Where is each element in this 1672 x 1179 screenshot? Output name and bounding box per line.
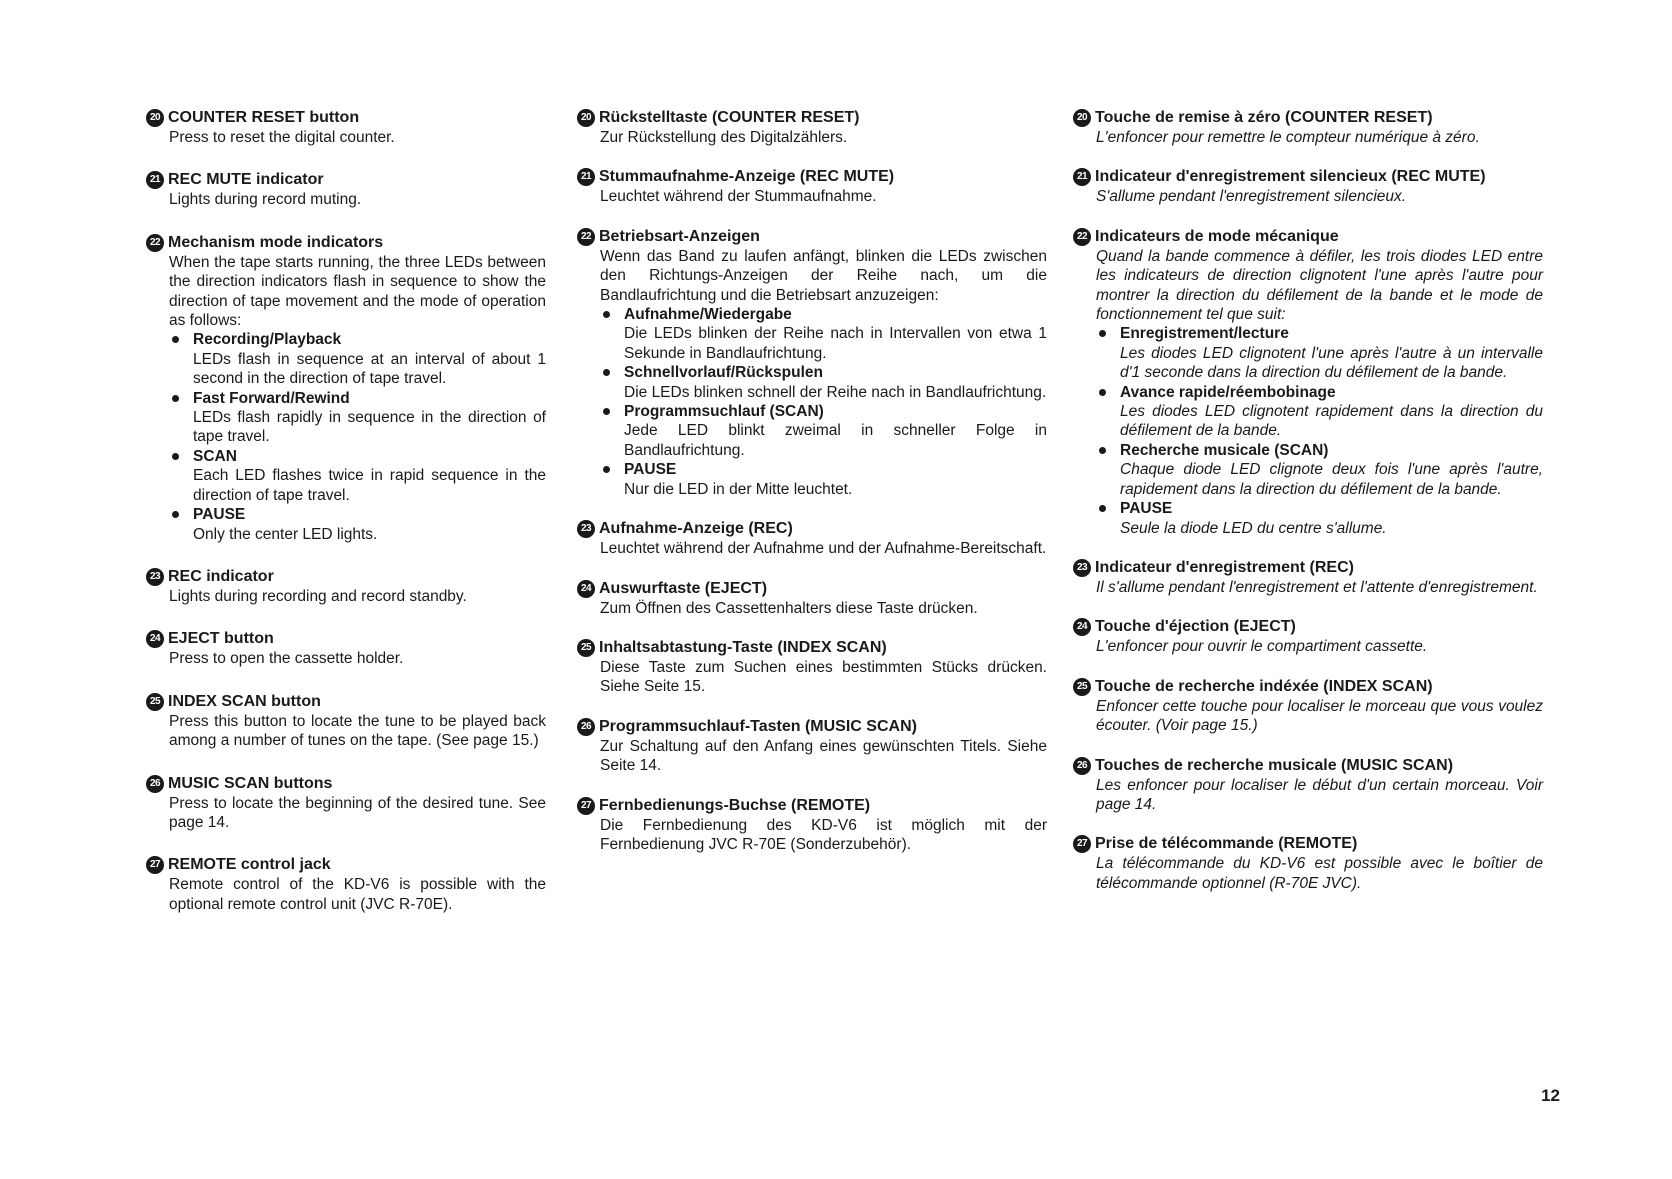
feature-title: EJECT button bbox=[168, 630, 274, 648]
feature-body bbox=[600, 816, 1047, 855]
item-number-badge: 20 bbox=[577, 109, 595, 127]
feature-item-20 bbox=[146, 108, 546, 147]
mode-title: PAUSE bbox=[193, 506, 246, 524]
mode-list-item bbox=[169, 505, 546, 544]
feature-heading bbox=[577, 108, 1047, 128]
mode-description: Chaque diode LED clignote deux fois l'une après l'autre, rapidement dans la direction du défilement de la bande. bbox=[1120, 461, 1543, 498]
feature-description: Leuchtet während der Aufnahme und der Aufnahme-Bereitschaft. bbox=[600, 540, 1047, 558]
item-number-badge: 26 bbox=[1073, 757, 1091, 775]
feature-heading bbox=[1073, 108, 1543, 128]
item-number-badge: 24 bbox=[577, 580, 595, 598]
item-number-badge: 21 bbox=[1073, 168, 1091, 186]
feature-body bbox=[169, 875, 546, 914]
item-number-badge: 27 bbox=[1073, 835, 1091, 853]
feature-body bbox=[169, 712, 546, 751]
item-number-badge: 23 bbox=[1073, 559, 1091, 577]
feature-heading bbox=[1073, 677, 1543, 697]
mode-list-item bbox=[1096, 499, 1543, 538]
mode-list-item bbox=[169, 389, 546, 447]
feature-body bbox=[169, 128, 546, 147]
feature-item-22 bbox=[146, 233, 546, 544]
item-number-badge: 24 bbox=[1073, 618, 1091, 636]
feature-heading bbox=[577, 638, 1047, 658]
feature-body bbox=[169, 794, 546, 833]
item-number-badge: 25 bbox=[577, 639, 595, 657]
feature-item-27 bbox=[1073, 834, 1543, 893]
mode-description: Les diodes LED clignotent rapidement dans la direction du défilement de la bande. bbox=[1120, 403, 1543, 440]
feature-title: Inhaltsabtastung-Taste (INDEX SCAN) bbox=[599, 638, 887, 656]
feature-heading bbox=[1073, 617, 1543, 637]
feature-description: Il s'allume pendant l'enregistrement et l'attente d'enregistrement. bbox=[1096, 578, 1538, 596]
mode-list-item bbox=[169, 330, 546, 388]
feature-body bbox=[600, 247, 1047, 499]
item-number-badge: 27 bbox=[577, 797, 595, 815]
feature-heading bbox=[146, 692, 546, 712]
feature-title: Touche d'éjection (EJECT) bbox=[1095, 618, 1296, 636]
feature-title: INDEX SCAN button bbox=[168, 692, 321, 710]
feature-title: Betriebsart-Anzeigen bbox=[599, 227, 760, 245]
mode-title: Avance rapide/réembobinage bbox=[1120, 383, 1336, 401]
feature-description: When the tape starts running, the three LEDs between the direction indicators flash in sequence to show the direction of tape movement and the mode of operation as follows: bbox=[169, 253, 546, 330]
feature-item-26 bbox=[577, 717, 1047, 776]
feature-title: Auswurftaste (EJECT) bbox=[599, 579, 768, 597]
mode-list-item bbox=[1096, 324, 1543, 382]
feature-description: Quand la bande commence à défiler, les trois diodes LED entre les indicateurs de direction clignotent l'une après l'autre pour montrer la direction du défilement de la bande et le mode de fonctionnement tel que suit: bbox=[1096, 247, 1543, 324]
feature-heading bbox=[146, 108, 546, 128]
feature-title: Indicateur d'enregistrement (REC) bbox=[1095, 558, 1354, 576]
feature-description: Leuchtet während der Stummaufnahme. bbox=[600, 188, 877, 206]
mode-title: Recherche musicale (SCAN) bbox=[1120, 441, 1329, 459]
item-number-badge: 23 bbox=[577, 520, 595, 538]
feature-item-24 bbox=[1073, 617, 1543, 656]
mode-title: PAUSE bbox=[624, 461, 677, 479]
item-number-badge: 20 bbox=[1073, 109, 1091, 127]
feature-description: Lights during recording and record standby. bbox=[169, 587, 467, 605]
feature-body bbox=[1096, 854, 1543, 893]
mode-list bbox=[600, 305, 1047, 499]
feature-description: Press to open the cassette holder. bbox=[169, 650, 404, 668]
item-number-badge: 25 bbox=[1073, 678, 1091, 696]
feature-item-21 bbox=[146, 170, 546, 209]
feature-title: MUSIC SCAN buttons bbox=[168, 774, 333, 792]
mode-title: Programmsuchlauf (SCAN) bbox=[624, 403, 824, 421]
feature-body bbox=[169, 649, 546, 668]
feature-title: Fernbedienungs-Buchse (REMOTE) bbox=[599, 796, 871, 814]
mode-title: PAUSE bbox=[1120, 500, 1173, 518]
feature-title: REC indicator bbox=[168, 567, 274, 585]
mode-description: LEDs flash in sequence at an interval of about 1 second in the direction of tape travel. bbox=[193, 350, 546, 388]
item-number-badge: 20 bbox=[146, 109, 164, 127]
mode-description: Nur die LED in der Mitte leuchtet. bbox=[624, 480, 853, 498]
feature-body bbox=[169, 253, 546, 544]
page-number: 12 bbox=[1541, 1086, 1560, 1105]
feature-title: COUNTER RESET button bbox=[168, 109, 360, 126]
feature-heading bbox=[1073, 756, 1543, 776]
feature-heading bbox=[577, 796, 1047, 816]
feature-item-23 bbox=[146, 567, 546, 606]
feature-item-22 bbox=[577, 227, 1047, 499]
mode-list bbox=[169, 330, 546, 543]
mode-list-item bbox=[169, 447, 546, 505]
feature-description: Press to reset the digital counter. bbox=[169, 129, 395, 146]
feature-item-24 bbox=[146, 629, 546, 668]
feature-item-20 bbox=[577, 108, 1047, 147]
item-number-badge: 21 bbox=[577, 168, 595, 186]
mode-list-item bbox=[600, 363, 1047, 402]
feature-body bbox=[1096, 776, 1543, 815]
feature-body bbox=[600, 599, 1047, 618]
feature-item-20 bbox=[1073, 108, 1543, 147]
feature-item-25 bbox=[577, 638, 1047, 697]
feature-heading bbox=[1073, 558, 1543, 578]
feature-heading bbox=[146, 567, 546, 587]
feature-description: L'enfoncer pour ouvrir le compartiment cassette. bbox=[1096, 638, 1428, 656]
feature-description: Press to locate the beginning of the desired tune. See page 14. bbox=[169, 794, 546, 831]
item-number-badge: 22 bbox=[146, 234, 164, 252]
feature-item-22 bbox=[1073, 227, 1543, 538]
feature-title: Stummaufnahme-Anzeige (REC MUTE) bbox=[599, 168, 895, 186]
feature-title: Rückstelltaste (COUNTER RESET) bbox=[599, 109, 860, 126]
feature-title: Touches de recherche musicale (MUSIC SCAN) bbox=[1095, 756, 1454, 774]
mode-title: Schnellvorlauf/Rückspulen bbox=[624, 364, 823, 382]
feature-title: Indicateurs de mode mécanique bbox=[1095, 227, 1339, 245]
feature-item-24 bbox=[577, 579, 1047, 618]
mode-title: Recording/Playback bbox=[193, 331, 342, 349]
feature-heading bbox=[577, 227, 1047, 247]
feature-item-21 bbox=[577, 167, 1047, 206]
column-french bbox=[1073, 108, 1543, 913]
feature-body bbox=[1096, 247, 1543, 538]
feature-item-25 bbox=[146, 692, 546, 751]
feature-title: REC MUTE indicator bbox=[168, 171, 324, 189]
feature-body bbox=[1096, 187, 1543, 206]
feature-description: S'allume pendant l'enregistrement silencieux. bbox=[1096, 188, 1407, 206]
item-number-badge: 27 bbox=[146, 856, 164, 874]
feature-title: Touche de remise à zéro (COUNTER RESET) bbox=[1095, 109, 1433, 126]
mode-title: Aufnahme/Wiedergabe bbox=[624, 306, 792, 324]
item-number-badge: 26 bbox=[146, 775, 164, 793]
feature-body bbox=[600, 539, 1047, 558]
feature-heading bbox=[1073, 167, 1543, 187]
feature-title: Aufnahme-Anzeige (REC) bbox=[599, 520, 793, 538]
mode-description: LEDs flash rapidly in sequence in the direction of tape travel. bbox=[193, 409, 546, 446]
mode-list-item bbox=[600, 460, 1047, 499]
mode-description: Die LEDs blinken schnell der Reihe nach in Bandlaufrichtung. bbox=[624, 383, 1047, 401]
feature-description: Les enfoncer pour localiser le début d'un certain morceau. Voir page 14. bbox=[1096, 776, 1543, 813]
feature-item-26 bbox=[146, 774, 546, 833]
mode-description: Seule la diode LED du centre s'allume. bbox=[1120, 519, 1387, 537]
feature-description: Zum Öffnen des Cassettenhalters diese Taste drücken. bbox=[600, 599, 978, 617]
feature-body bbox=[600, 187, 1047, 206]
feature-body bbox=[1096, 637, 1543, 656]
mode-list-item bbox=[600, 402, 1047, 460]
item-number-badge: 24 bbox=[146, 630, 164, 648]
feature-body bbox=[1096, 128, 1543, 147]
feature-description: Die Fernbedienung des KD-V6 ist möglich mit der Fernbedienung JVC R-70E (Sonderzubehör). bbox=[600, 816, 1047, 853]
item-number-badge: 21 bbox=[146, 171, 164, 189]
feature-body bbox=[169, 190, 546, 209]
mode-description: Jede LED blinkt zweimal in schneller Folge in Bandlaufrichtung. bbox=[624, 422, 1047, 459]
item-number-badge: 26 bbox=[577, 718, 595, 736]
feature-heading bbox=[146, 855, 546, 875]
feature-description: Enfoncer cette touche pour localiser le morceau que vous voulez écouter. (Voir page 15.) bbox=[1096, 697, 1543, 735]
feature-description: Diese Taste zum Suchen eines bestimmten Stücks drücken. Siehe Seite 15. bbox=[600, 658, 1047, 696]
feature-title: Mechanism mode indicators bbox=[168, 233, 384, 251]
mode-list-item bbox=[1096, 383, 1543, 441]
feature-description: L'enfoncer pour remettre le compteur numérique à zéro. bbox=[1096, 129, 1480, 146]
feature-description: Press this button to locate the tune to be played back among a number of tunes on the tape. (See page 15.) bbox=[169, 712, 546, 750]
feature-description: Zur Rückstellung des Digitalzählers. bbox=[600, 129, 848, 146]
column-german bbox=[577, 108, 1047, 874]
mode-title: Fast Forward/Rewind bbox=[193, 389, 350, 407]
feature-body bbox=[600, 658, 1047, 697]
feature-title: Indicateur d'enregistrement silencieux (REC MUTE) bbox=[1095, 168, 1486, 186]
feature-description: La télécommande du KD-V6 est possible avec le boîtier de télécommande optionnel (R-70E JVC). bbox=[1096, 855, 1543, 892]
mode-description: Only the center LED lights. bbox=[193, 525, 378, 543]
feature-body bbox=[600, 128, 1047, 147]
item-number-badge: 22 bbox=[577, 228, 595, 246]
feature-title: Prise de télécommande (REMOTE) bbox=[1095, 835, 1358, 853]
feature-heading bbox=[577, 717, 1047, 737]
feature-heading bbox=[577, 579, 1047, 599]
feature-item-26 bbox=[1073, 756, 1543, 815]
feature-body bbox=[169, 587, 546, 606]
feature-item-27 bbox=[146, 855, 546, 914]
feature-heading bbox=[577, 167, 1047, 187]
feature-body bbox=[600, 737, 1047, 776]
feature-heading bbox=[577, 519, 1047, 539]
item-number-badge: 25 bbox=[146, 693, 164, 711]
feature-heading bbox=[146, 774, 546, 794]
feature-body bbox=[1096, 578, 1543, 597]
feature-body bbox=[1096, 697, 1543, 736]
feature-description: Remote control of the KD-V6 is possible with the optional remote control unit (JVC R-70E). bbox=[169, 876, 546, 913]
feature-item-25 bbox=[1073, 677, 1543, 736]
mode-description: Each LED flashes twice in rapid sequence in the direction of tape travel. bbox=[193, 467, 546, 504]
feature-title: REMOTE control jack bbox=[168, 856, 331, 874]
feature-item-23 bbox=[1073, 558, 1543, 597]
feature-heading bbox=[146, 233, 546, 253]
column-english bbox=[146, 108, 546, 937]
mode-description: Die LEDs blinken der Reihe nach in Intervallen von etwa 1 Sekunde in Bandlaufrichtung. bbox=[624, 325, 1047, 362]
mode-list-item bbox=[600, 305, 1047, 363]
mode-list-item bbox=[1096, 441, 1543, 499]
feature-heading bbox=[146, 170, 546, 190]
item-number-badge: 23 bbox=[146, 568, 164, 586]
item-number-badge: 22 bbox=[1073, 228, 1091, 246]
feature-item-27 bbox=[577, 796, 1047, 855]
mode-list bbox=[1096, 324, 1543, 537]
feature-item-23 bbox=[577, 519, 1047, 558]
feature-heading bbox=[1073, 227, 1543, 247]
feature-description: Lights during record muting. bbox=[169, 191, 362, 209]
feature-title: Touche de recherche indéxée (INDEX SCAN) bbox=[1095, 677, 1433, 695]
feature-heading bbox=[146, 629, 546, 649]
feature-description: Wenn das Band zu laufen anfängt, blinken die LEDs zwischen den Richtungs-Anzeigen der Reihe nach, um die Bandlaufrichtung und die Betriebsart anzuzeigen: bbox=[600, 247, 1047, 304]
feature-item-21 bbox=[1073, 167, 1543, 206]
mode-title: Enregistrement/lecture bbox=[1120, 325, 1289, 343]
feature-heading bbox=[1073, 834, 1543, 854]
mode-description: Les diodes LED clignotent l'une après l'autre à un intervalle d'1 seconde dans la direction du défilement de la bande. bbox=[1120, 344, 1543, 382]
mode-title: SCAN bbox=[193, 447, 237, 465]
feature-description: Zur Schaltung auf den Anfang eines gewünschten Titels. Siehe Seite 14. bbox=[600, 737, 1047, 775]
feature-title: Programmsuchlauf-Tasten (MUSIC SCAN) bbox=[599, 717, 917, 735]
